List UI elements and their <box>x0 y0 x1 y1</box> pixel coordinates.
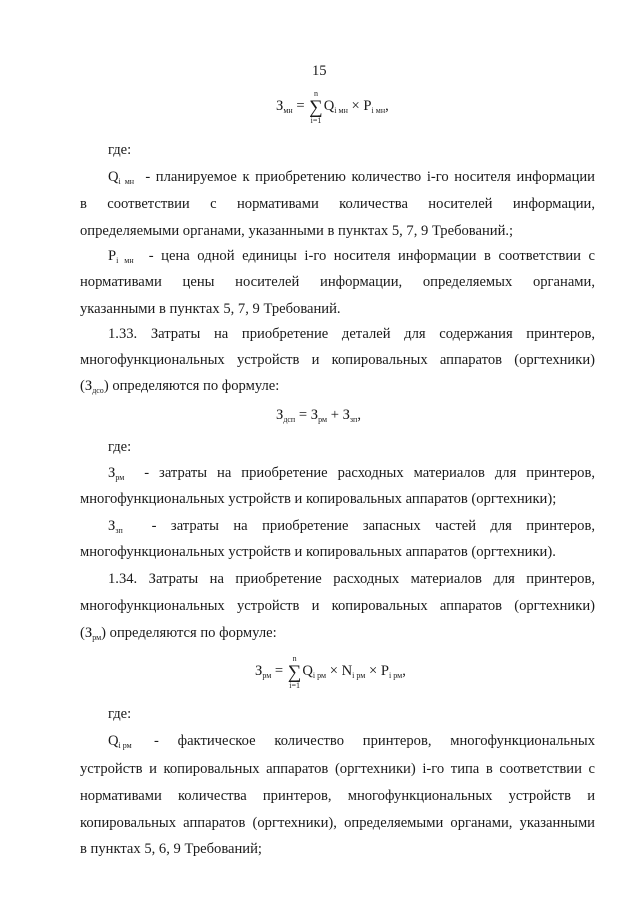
definition-p-mn-line-3: указанными в пунктах 5, 7, 9 Требований. <box>80 301 341 317</box>
definition-z-rm-line-1: $З_{рм}$ - затраты на приобретение расходных материалов для принтеров, <box>108 465 595 482</box>
formula-storage-media-cost: $З_{мн}$ = n ∑ i=1 $Q_{i мн} \times P_{i мн}$, <box>276 89 389 125</box>
definition-z-zp-line-1: $З_{зп}$ - затраты на приобретение запасных частей для принтеров, <box>108 518 596 535</box>
definition-q-mn-line-1: $Q_{i мн}$ - планируемое к приобретению количество i-го носителя информации <box>108 169 595 186</box>
definition-p-mn-line-2: нормативами цены носителей информации, определяемых органами, <box>80 274 595 290</box>
clause-1-33-line-2: многофункциональных устройств и копировальных аппаратов (оргтехники) <box>80 352 595 368</box>
definition-q-rm-line-4: копировальных аппаратов (оргтехники), определяемыми органами, указанными <box>80 815 595 831</box>
where-label: где: <box>108 439 132 455</box>
clause-1-33-line-3: $(З_{дсо})$ определяются по формуле: <box>80 378 280 395</box>
formula-parts-cost: $З_{дсп} = З_{рм} + З_{зп}$, <box>276 407 361 424</box>
where-label: где: <box>108 142 132 158</box>
clause-1-33-line-1: 1.33. Затраты на приобретение деталей для содержания принтеров, <box>108 326 595 342</box>
definition-q-rm-line-2: устройств и копировальных аппаратов (оргтехники) i-го типа в соответствии с <box>80 761 595 777</box>
definition-q-mn-line-3: определяемыми органами, указанными в пунктах 5, 7, 9 Требований.; <box>80 223 514 239</box>
definition-q-mn-line-2: в соответствии с нормативами количества носителей информации, <box>80 196 595 212</box>
clause-1-34-line-1: 1.34. Затраты на приобретение расходных материалов для принтеров, <box>108 571 595 587</box>
page-number: 15 <box>312 63 327 79</box>
where-label: где: <box>108 706 132 722</box>
definition-z-rm-line-2: многофункциональных устройств и копировальных аппаратов (оргтехники); <box>80 491 557 507</box>
definition-q-rm-line-3: нормативами количества принтеров, многофункциональных устройств и <box>80 788 595 804</box>
definition-q-rm-line-5: в пунктах 5, 6, 9 Требований; <box>80 841 262 857</box>
clause-1-34-line-2: многофункциональных устройств и копировальных аппаратов (оргтехники) <box>80 598 595 614</box>
definition-q-rm-line-1: $Q_{i рм}$ - фактическое количество принтеров, многофункциональных <box>108 733 595 750</box>
clause-1-34-line-3: $(З_{рм})$ определяются по формуле: <box>80 625 277 642</box>
definition-p-mn-line-1: $P_{i мн}$ - цена одной единицы i-го носителя информации в соответствии с <box>108 248 595 265</box>
formula-consumables-cost: $З_{рм}$ = n ∑ i=1 $Q_{i рм} \times N_{i рм} \times P_{i рм}$, <box>255 654 406 690</box>
definition-z-zp-line-2: многофункциональных устройств и копировальных аппаратов (оргтехники). <box>80 544 556 560</box>
